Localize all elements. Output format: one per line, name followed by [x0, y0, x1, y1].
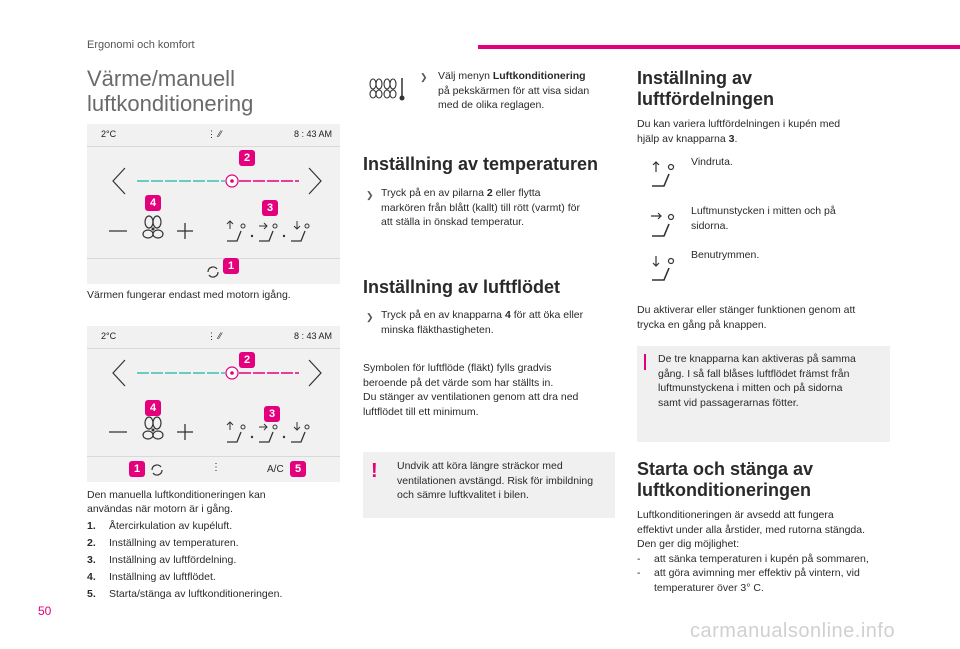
ac-description: Luftkonditioneringen är avsedd att fungera effektivt under alla årstider, med rutorna stängda. Den ger dig möjlighet: - att sänka temperaturen i kupén på sommaren, - att göra avimning mer effektiv på vintern, vid temperaturer över 3° C.	[637, 508, 899, 595]
temp-right-arrow	[309, 168, 321, 194]
clock: 8 : 43 AM	[293, 331, 332, 341]
page-number: 50	[38, 604, 52, 618]
title-line-2: luftkonditionering	[87, 91, 254, 116]
menu-dots-icon: ⋮	[211, 462, 221, 473]
legend-item: 2. Inställning av temperaturen.	[87, 537, 239, 549]
airflow-symbol-text: Symbolen för luftflöde (fläkt) fylls gradvis beroende på det värde som har ställts in. Du stänger av ventilationen genom att dra ned luftflödet till ett minimum.	[363, 362, 579, 418]
signal-indicator: ⋮ ⁄⁄	[207, 331, 222, 341]
title-line-1: Värme/manuell	[87, 66, 235, 91]
marker-2: 2	[239, 150, 255, 166]
heading-distribution: Inställning av luftfördelningen	[637, 68, 774, 109]
info-text: De tre knapparna kan aktiveras på samma gång. I så fall blåses luftflödet främst från luftmunstyckena i mitten och på sidorna samt vid passagerarnas fötter.	[658, 353, 856, 409]
bullet-winter-cont: temperaturer över 3° C.	[654, 581, 764, 594]
warning-box	[363, 452, 615, 518]
control-legend	[87, 520, 347, 605]
climate-controls-svg	[87, 146, 340, 258]
panel2-caption-line-2: användas när motorn är i gång.	[87, 503, 233, 515]
climate-panel-ac	[87, 326, 340, 482]
activation-text: Du aktiverar eller stänger funktionen genom att trycka en gång på knappen.	[637, 304, 856, 331]
fan-icon	[143, 216, 163, 238]
status-bar	[87, 124, 340, 147]
heading-ac-on-off: Starta och stänga av luftkonditioneringen	[637, 459, 814, 500]
seat-icon-feet	[291, 221, 309, 241]
option-face-vents: Luftmunstycken i mitten och på sidorna.	[691, 205, 836, 232]
climate-menu-icon	[368, 76, 408, 102]
instruction-arrow-icon: ❯	[366, 190, 374, 200]
marker-1: 1	[223, 258, 239, 274]
instruction-arrow-icon: ❯	[420, 72, 428, 82]
climate-controls-svg	[87, 348, 340, 456]
bullet-winter: - att göra avimning mer effektiv på vintern, vid	[637, 567, 860, 579]
panel2-caption-line-1: Den manuella luftkonditioneringen kan	[87, 489, 266, 501]
recirculation-icon	[149, 462, 165, 478]
seat-icon-windscreen	[227, 422, 245, 442]
windscreen-seat-icon	[650, 160, 678, 188]
ac-label: A/C	[267, 464, 284, 475]
distribution-intro: Du kan variera luftfördelningen i kupén med hjälp av knapparna 3.	[637, 118, 841, 145]
temp-left-arrow	[113, 360, 125, 386]
airflow-instruction: Tryck på en av knapparna 4 för att öka eller minska fläkthastigheten.	[381, 309, 584, 336]
info-icon	[644, 354, 646, 370]
option-footwell: Benutrymmen.	[691, 249, 760, 261]
page-title	[87, 66, 347, 116]
outside-temperature: 2°C	[101, 129, 117, 139]
legend-item: 3. Inställning av luftfördelning.	[87, 554, 237, 566]
marker-3: 3	[264, 406, 280, 422]
legend-item: 1. Återcirkulation av kupéluft.	[87, 520, 233, 532]
temp-right-arrow	[309, 360, 321, 386]
legend-item: 5. Starta/stänga av luftkonditioneringen.	[87, 588, 283, 600]
marker-4: 4	[145, 195, 161, 211]
panel2-caption	[87, 488, 266, 516]
face-vents-seat-icon	[650, 210, 678, 238]
climate-panel-heating	[87, 124, 340, 284]
bullet-summer: - att sänka temperaturen i kupén på sommaren,	[637, 552, 869, 565]
instruction-arrow-icon: ❯	[366, 312, 374, 322]
heading-airflow: Inställning av luftflödet	[363, 277, 560, 297]
signal-indicator: ⋮ ⁄⁄	[207, 129, 222, 139]
warning-icon: !	[371, 460, 378, 482]
menu-instruction: Välj menyn Luftkonditionering på pekskärmen för att visa sidan med de olika reglagen.	[438, 70, 590, 111]
marker-4: 4	[145, 400, 161, 416]
marker-3: 3	[262, 200, 278, 216]
seat-icon-windscreen	[227, 221, 245, 241]
seat-icon-feet	[291, 422, 309, 442]
legend-item: 4. Inställning av luftflödet.	[87, 571, 216, 583]
recirculation-icon	[205, 264, 221, 280]
temperature-instruction: Tryck på en av pilarna 2 eller flytta markören från blått (kallt) till rött (varmt) för att ställa in önskad temperatur.	[381, 187, 580, 228]
section-label: Ergonomi och komfort	[87, 39, 195, 51]
watermark: carmanualsonline.info	[690, 620, 896, 642]
seat-icon-face	[259, 223, 277, 241]
status-bar	[87, 326, 340, 349]
heading-temperature: Inställning av temperaturen	[363, 154, 599, 174]
panel-bottom-bar	[87, 258, 340, 285]
info-box	[637, 346, 890, 442]
section-accent-bar	[478, 45, 960, 49]
footwell-seat-icon	[650, 254, 678, 282]
clock: 8 : 43 AM	[293, 129, 332, 139]
option-windscreen: Vindruta.	[691, 156, 733, 168]
marker-2: 2	[239, 352, 255, 368]
warning-text: Undvik att köra längre sträckor med ventilationen avstängd. Risk för imbildning och sämre luftkvalitet i bilen.	[397, 460, 594, 501]
marker-1: 1	[129, 461, 145, 477]
panel1-caption: Värmen fungerar endast med motorn igång.	[87, 289, 291, 301]
outside-temperature: 2°C	[101, 331, 117, 341]
marker-5: 5	[290, 461, 306, 477]
fan-icon	[143, 417, 163, 439]
seat-icon-face	[259, 424, 277, 442]
temp-left-arrow	[113, 168, 125, 194]
